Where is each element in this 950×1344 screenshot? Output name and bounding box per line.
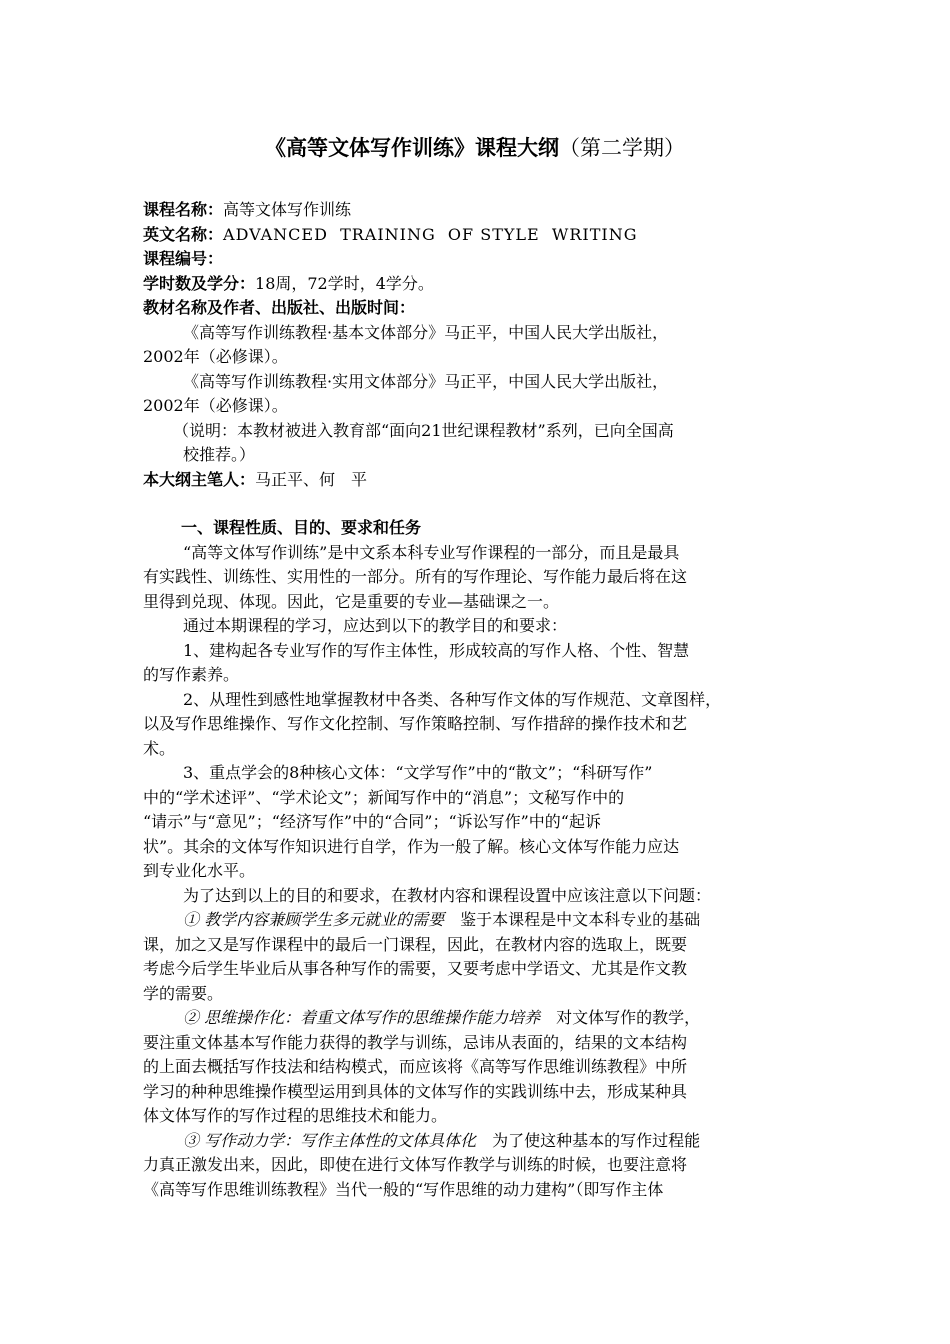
- title-sub: （第二学期）: [559, 136, 685, 160]
- paragraph-line: 为了达到以上的目的和要求，在教材内容和课程设置中应该注意以下问题：: [183, 885, 712, 905]
- point3-text: 为了使这种基本的写作过程能: [476, 1130, 701, 1150]
- hours-row: [143, 272, 815, 297]
- textbook-label: 教材名称及作者、出版社、出版时间：: [143, 298, 416, 317]
- paragraph-line: “请示”与“意见”；“经济写作”中的“合同”；“诉讼写作”中的“起诉: [143, 812, 601, 831]
- paragraph-line: 力真正激发出来，因此，即使在进行文体写作教学与训练的时候，也要注意将: [143, 1155, 688, 1174]
- point1-text: 鉴于本课程是中文本科专业的基础: [444, 910, 701, 929]
- course-name-row: [143, 198, 815, 223]
- document-body: [143, 198, 815, 1202]
- paragraph-line: 要注重文体基本写作能力获得的教学与训练，忌讳从表面的，结果的文本结构: [143, 1032, 688, 1052]
- hours-label: 学时数及学分：: [143, 273, 256, 293]
- paragraph-line: 学的需要。: [143, 983, 224, 1003]
- paragraph-line: 《高等写作思维训练教程》当代一般的“写作思维的动力建构”（即写作主体: [143, 1179, 664, 1199]
- paragraph-line: 里得到兑现、体现。因此，它是重要的专业—基础课之一。: [143, 591, 560, 611]
- author-row: [143, 468, 815, 493]
- paragraph-line: 通过本期课程的学习，应达到以下的教学目的和要求：: [183, 616, 568, 635]
- paragraph-line: 状”。其余的文体写作知识进行自学，作为一般了解。核心文体写作能力应达: [143, 836, 680, 856]
- note-line1: （说明：本教材被进入教育部“面向21世纪课程教材”系列，已向全国高: [173, 420, 674, 440]
- point1-heading: ① 教学内容兼顾学生多元就业的需要: [183, 910, 445, 929]
- paragraph-line: 体文体写作的写作过程的思维技术和能力。: [143, 1106, 448, 1125]
- course-name-label: 课程名称：: [143, 200, 224, 219]
- course-code-label: 课程编号：: [143, 249, 224, 268]
- paragraph-line: 考虑今后学生毕业后从事各种写作的需要，又要考虑中学语文、尤其是作文教: [143, 959, 688, 978]
- textbook1-line1: 《高等写作训练教程·基本文体部分》马正平，中国人民大学出版社，: [183, 322, 669, 342]
- point2-text: 对文体写作的教学，: [540, 1008, 701, 1027]
- textbook1-line2: 2002年（必修课）。: [143, 347, 288, 366]
- paragraph-line: 到专业化水平。: [143, 861, 256, 880]
- paragraph-line: 学习的种种思维操作模型运用到具体的文体写作的实践训练中去，形成某种具: [143, 1081, 688, 1101]
- english-name-label: 英文名称：: [143, 224, 224, 244]
- paragraph-line: 中的“学术述评”、“学术论文”；新闻写作中的“消息”；文秘写作中的: [143, 787, 625, 807]
- author-label: 本大纲主笔人：: [143, 469, 256, 489]
- section-gap: [143, 492, 815, 516]
- paragraph-line: 的写作素养。: [143, 665, 240, 684]
- point3-heading: ③ 写作动力学：写作主体性的文体具体化: [183, 1130, 477, 1150]
- textbook-row: [143, 296, 815, 321]
- title-main: 《高等文体写作训练》课程大纲: [265, 135, 559, 160]
- paragraph-line: “高等文体写作训练”是中文系本科专业写作课程的一部分，而且是最具: [183, 542, 680, 562]
- textbook2-line2: 2002年（必修课）。: [143, 396, 288, 415]
- paragraph-line: 有实践性、训练性、实用性的一部分。所有的写作理论、写作能力最后将在这: [143, 567, 688, 586]
- paragraph-line: 术。: [143, 738, 176, 758]
- paragraph-line: 的上面去概括写作技法和结构模式，而应该将《高等写作思维训练教程》中所: [143, 1057, 688, 1076]
- english-name-value: ADVANCED TRAINING OF STYLE WRITING: [223, 224, 638, 244]
- paragraph-line: [143, 1006, 815, 1031]
- section1-heading: 一、课程性质、目的、要求和任务: [181, 518, 422, 537]
- hours-value: 18周，72学时，4学分。: [255, 273, 434, 293]
- textbook2-line1: 《高等写作训练教程·实用文体部分》马正平，中国人民大学出版社，: [183, 371, 669, 391]
- page-title: [0, 134, 950, 162]
- author-value: 马正平、何 平: [255, 469, 368, 489]
- course-code-row: [143, 247, 815, 272]
- paragraph-line: 以及写作思维操作、写作文化控制、写作策略控制、写作措辞的操作技术和艺: [143, 714, 688, 733]
- english-name-row: [143, 223, 815, 248]
- paragraph-line: [143, 1129, 815, 1154]
- point2-heading: ② 思维操作化：着重文体写作的思维操作能力培养: [183, 1008, 541, 1027]
- course-name-value: 高等文体写作训练: [223, 200, 352, 219]
- paragraph-line: 2、从理性到感性地掌握教材中各类、各种写作文体的写作规范、文章图样，: [183, 689, 722, 709]
- paragraph-line: 3、重点学会的8种核心文体：“文学写作”中的“散文”；“科研写作”: [183, 763, 653, 782]
- note-line2: 校推荐。）: [183, 445, 256, 464]
- paragraph-line: 课，加之又是写作课程中的最后一门课程，因此，在教材内容的选取上，既要: [143, 934, 688, 954]
- paragraph-line: 1、建构起各专业写作的写作主体性，形成较高的写作人格、个性、智慧: [183, 640, 690, 660]
- paragraph-line: [143, 908, 815, 933]
